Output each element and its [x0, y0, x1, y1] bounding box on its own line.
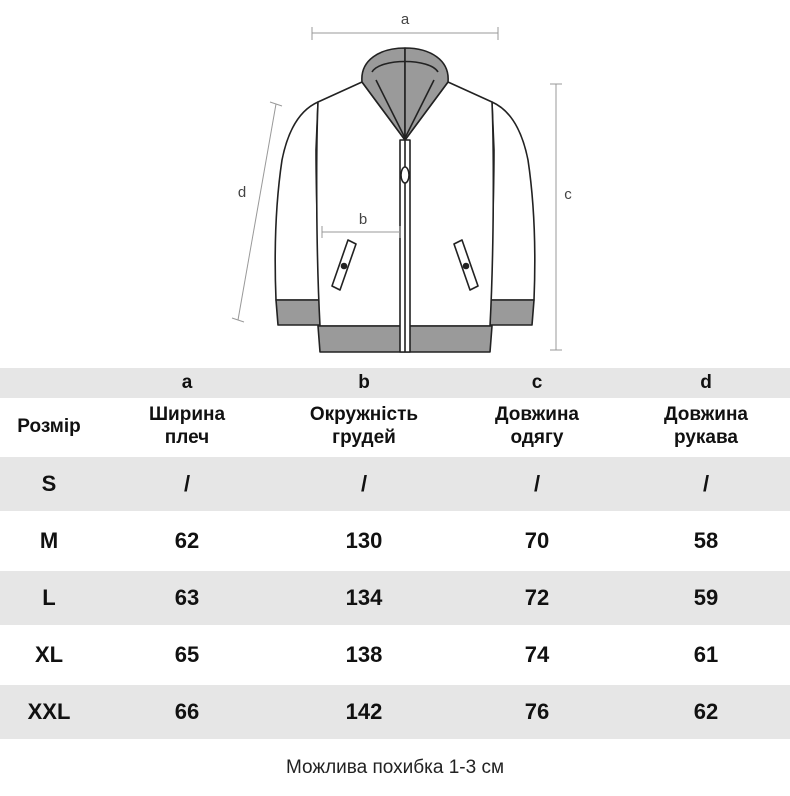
table-header-row — [0, 398, 790, 454]
label-d: d — [237, 184, 247, 201]
row-shoulder-width: 65 — [174, 642, 200, 667]
table-letter-row — [0, 368, 790, 398]
header-shoulder-width — [98, 403, 276, 449]
table-row — [0, 685, 790, 739]
row-size: S — [41, 471, 57, 496]
row-chest: / — [360, 471, 368, 496]
label-c: c — [564, 186, 572, 203]
header-sleeve-line1: Довжина — [664, 404, 748, 425]
jacket-measurement-diagram — [0, 0, 790, 366]
row-shoulder-width: 66 — [174, 699, 200, 724]
row-shoulder-width: 62 — [174, 528, 200, 553]
header-shoulder-width-line1: Ширина — [148, 404, 226, 425]
row-sleeve: 59 — [693, 585, 719, 610]
row-sleeve: / — [702, 471, 710, 496]
table-row — [0, 514, 790, 568]
right-sleeve — [490, 102, 535, 300]
row-size: XL — [34, 642, 64, 667]
letter-c: c — [531, 372, 543, 393]
header-chest — [276, 403, 452, 449]
label-b: b — [358, 211, 368, 228]
left-cuff — [276, 300, 320, 325]
letter-d: d — [700, 372, 712, 393]
table-row — [0, 628, 790, 682]
row-chest: 134 — [345, 585, 383, 610]
row-shoulder-width: / — [183, 471, 191, 496]
tolerance-note: Можлива похибка 1-3 см — [285, 757, 505, 778]
left-sleeve — [275, 102, 320, 300]
header-length — [452, 403, 622, 449]
header-shoulder-width-line2: плеч — [164, 427, 210, 448]
row-length: 72 — [524, 585, 550, 610]
header-length-line2: одягу — [510, 427, 564, 448]
row-chest: 130 — [345, 528, 383, 553]
row-chest: 138 — [345, 642, 383, 667]
row-length: / — [533, 471, 541, 496]
letter-b: b — [358, 372, 370, 393]
row-sleeve: 62 — [693, 699, 719, 724]
row-sleeve: 58 — [693, 528, 719, 553]
table-row — [0, 457, 790, 511]
right-cuff — [490, 300, 534, 325]
row-sleeve: 61 — [693, 642, 719, 667]
row-size: M — [39, 528, 59, 553]
row-chest: 142 — [345, 699, 383, 724]
row-size: L — [42, 585, 56, 610]
label-a: a — [400, 11, 410, 28]
row-length: 70 — [524, 528, 550, 553]
header-sleeve — [622, 403, 790, 449]
letter-a: a — [181, 372, 193, 393]
row-length: 74 — [524, 642, 550, 667]
row-length: 76 — [524, 699, 550, 724]
size-table — [0, 368, 790, 742]
header-size: Розмір — [17, 415, 81, 437]
header-sleeve-line2: рукава — [674, 427, 738, 448]
row-size: XXL — [27, 699, 71, 724]
table-row — [0, 571, 790, 625]
row-shoulder-width: 63 — [174, 585, 200, 610]
header-chest-line1: Окружність — [309, 404, 419, 425]
header-chest-line2: грудей — [332, 427, 396, 448]
header-length-line1: Довжина — [495, 404, 579, 425]
